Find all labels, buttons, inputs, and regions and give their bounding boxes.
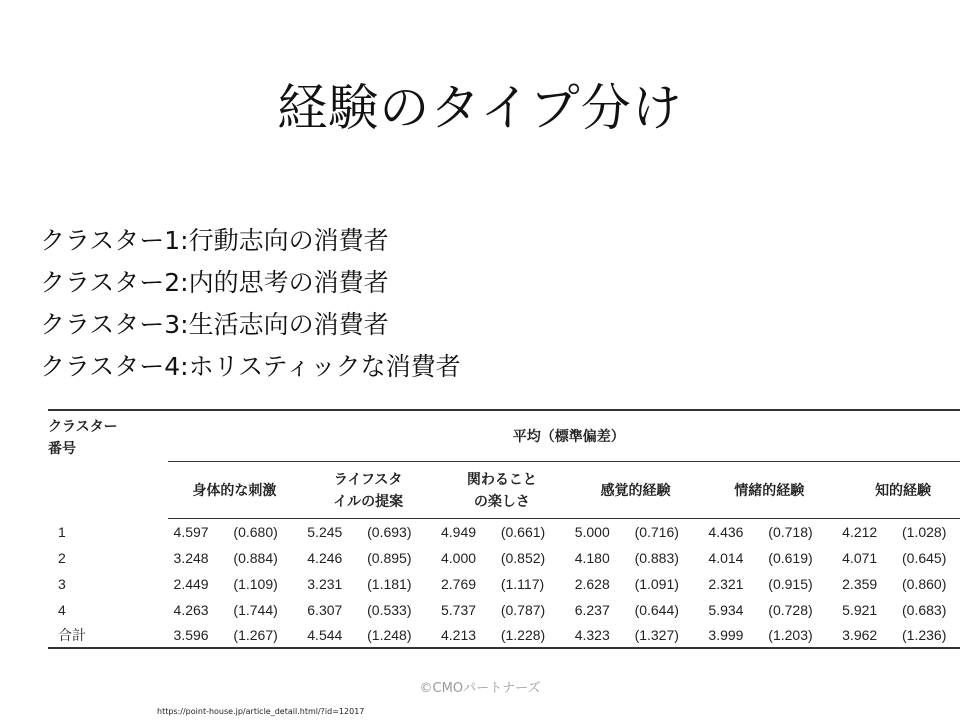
table-row: [48, 519, 960, 546]
mean-cell: 3.999: [702, 623, 768, 648]
table-row: [48, 571, 960, 597]
mean-cell: 3.231: [307, 576, 343, 592]
table-row: [48, 545, 960, 571]
mean-cell: 4.246: [307, 550, 343, 566]
sd-cell: (1.236): [902, 623, 960, 648]
column-header: [168, 462, 302, 519]
sd-cell: (0.728): [768, 602, 813, 618]
column-header-text: の楽しさ: [473, 493, 530, 509]
column-header: [301, 462, 435, 519]
mean-cell: 4.323: [569, 623, 635, 648]
sd-cell: (0.895): [367, 550, 412, 566]
sd-cell: (1.028): [902, 524, 947, 540]
mean-cell: 6.237: [574, 602, 610, 618]
sd-cell: (1.248): [367, 623, 435, 648]
sd-cell: (1.181): [367, 576, 412, 592]
mean-cell: 2.769: [440, 576, 477, 592]
source-url: https://point-house.jp/article_detail.html/?id=12017: [157, 707, 365, 716]
sd-cell: (0.619): [768, 550, 813, 566]
table-body: [48, 519, 960, 649]
mean-cell: 3.596: [168, 623, 234, 648]
sd-cell: (1.228): [501, 623, 569, 648]
mean-cell: 4.436: [708, 524, 744, 540]
sd-cell: (0.883): [634, 550, 679, 566]
cluster-list: [40, 220, 461, 388]
sd-cell: (0.683): [902, 602, 947, 618]
cluster-header-line2: 番号: [48, 440, 76, 456]
sd-cell: (0.860): [902, 576, 947, 592]
mean-cell: 2.449: [173, 576, 209, 592]
column-header: [702, 462, 836, 519]
sd-cell: (0.661): [500, 524, 546, 540]
slide-title: 経験のタイプ分け: [277, 79, 683, 137]
experience-table: [48, 409, 960, 649]
average-header: 平均（標準偏差）: [168, 411, 960, 462]
mean-cell: 6.307: [307, 602, 343, 618]
sd-cell: (0.680): [233, 524, 278, 540]
mean-cell: 2.359: [842, 576, 878, 592]
sd-cell: (1.203): [768, 623, 836, 648]
row-label: 合計: [48, 623, 168, 648]
row-label: 1: [58, 523, 66, 540]
cluster-item: クラスター4:ホリスティックな消費者: [40, 352, 461, 381]
sd-cell: (0.718): [768, 524, 813, 540]
mean-cell: 4.000: [440, 550, 477, 566]
table-row: [48, 623, 960, 648]
cluster-item: クラスター1:行動志向の消費者: [40, 226, 389, 255]
sd-cell: (0.852): [500, 550, 546, 566]
column-header: [569, 462, 703, 519]
mean-cell: 5.737: [440, 602, 477, 618]
sd-cell: (1.117): [500, 576, 545, 592]
sd-cell: (0.787): [500, 602, 546, 618]
sd-cell: (0.644): [634, 602, 679, 618]
mean-cell: 2.628: [574, 576, 610, 592]
row-label: 3: [58, 576, 66, 592]
mean-cell: 4.949: [440, 524, 477, 540]
row-label: 4: [58, 602, 66, 618]
sd-cell: (0.716): [634, 524, 679, 540]
sd-cell: (1.109): [233, 576, 278, 592]
mean-cell: 4.212: [842, 524, 878, 540]
cluster-number-header: [48, 411, 168, 519]
sd-cell: (1.267): [233, 623, 301, 648]
mean-cell: 3.962: [836, 623, 902, 648]
column-header-text: 感覚的経験: [600, 482, 671, 498]
row-label: 2: [58, 550, 66, 566]
sd-cell: (1.327): [635, 623, 703, 648]
column-header-text: ライフスタ: [333, 471, 403, 487]
copyright-text: ©CMOパートナーズ: [419, 681, 541, 696]
mean-cell: 2.321: [708, 576, 744, 592]
mean-cell: 5.000: [574, 524, 610, 540]
column-header-text: 関わること: [466, 471, 537, 487]
cluster-item: クラスター3:生活志向の消費者: [40, 310, 389, 339]
sd-cell: (0.884): [233, 550, 278, 566]
column-header-text: イルの提案: [333, 493, 404, 509]
sd-cell: (0.645): [902, 550, 947, 566]
sd-cell: (0.693): [367, 524, 412, 540]
mean-cell: 4.014: [708, 550, 744, 566]
mean-cell: 5.245: [307, 524, 343, 540]
sd-cell: (1.744): [233, 602, 278, 618]
column-header-text: 身体的な刺激: [192, 482, 277, 498]
column-header: [836, 462, 960, 519]
column-header-text: 知的経験: [875, 482, 932, 498]
sd-cell: (0.915): [768, 576, 813, 592]
column-header-row: [48, 462, 960, 519]
mean-cell: 4.597: [173, 524, 209, 540]
cluster-item: クラスター2:内的思考の消費者: [40, 268, 389, 297]
mean-cell: 4.263: [173, 602, 209, 618]
mean-cell: 5.934: [708, 602, 744, 618]
mean-cell: 4.071: [842, 550, 878, 566]
mean-cell: 4.544: [301, 623, 367, 648]
mean-cell: 3.248: [173, 550, 209, 566]
sd-cell: (0.533): [367, 602, 412, 618]
mean-cell: 4.213: [435, 623, 501, 648]
mean-cell: 5.921: [842, 602, 878, 618]
cluster-header-line1: クラスター: [48, 418, 118, 434]
table-row: [48, 597, 960, 623]
sd-cell: (1.091): [634, 576, 679, 592]
column-header: [435, 462, 569, 519]
column-header-text: 情緒的経験: [734, 482, 805, 498]
mean-cell: 4.180: [574, 550, 610, 566]
